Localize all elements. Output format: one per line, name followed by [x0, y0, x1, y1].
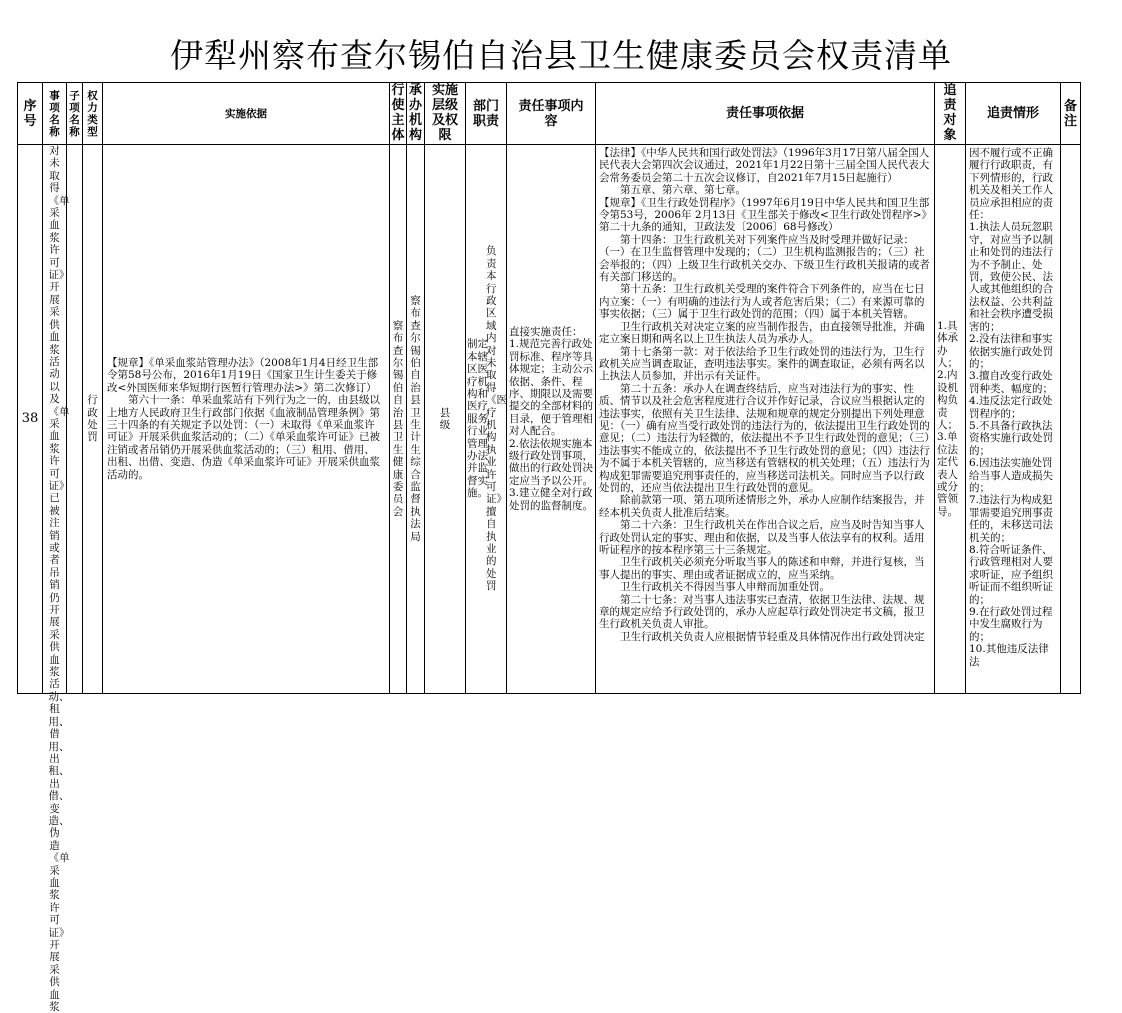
- resp-basis-paragraph: 【法律】《中华人民共和国行政处罚法》（1996年3月17日第八届全国人民代表大会第四次会议通过，2021年1月22日第十三届全国人民代表大会常务委员会第二十五次会议修订，自2021年7月15日起施行）: [599, 147, 930, 184]
- resp-basis-paragraph: 【规章】《卫生行政处罚程序》（1997年6月19日中华人民共和国卫生部令第53号，2006年 2月13日《卫生部关于修改<卫生行政处罚程序>》第二十九条的通知，卫政法发〔2006〕68号修改）: [599, 196, 930, 234]
- resp-basis-paragraph: 第二十七条：对当事人违法事实已查清，依据卫生法律、法规、规章的规定应给予行政处罚的，承办人应起草行政处罚决定书文稿，报卫生行政机关负责人审批。: [599, 593, 925, 631]
- cell-pursue-target: 1.具体承办人；2.内设机构负责人；3.单位法定代表人或分管领导。: [935, 145, 966, 694]
- header-item-name: 事项名称: [43, 83, 67, 145]
- pursue-case-line: 1.执法人员玩忽职守，对应当予以制止和处罚的违法行为不予制止、处罚，致使公民、法人或其他组织的合法权益、公共利益和社会秩序遭受损害的；: [969, 221, 1053, 333]
- responsibility-table: [17, 82, 1081, 1013]
- pursue-case-line: 8.符合听证条件、行政管理相对人要求听证，应予组织听证而不组织听证的；: [969, 544, 1053, 606]
- pursue-case-line: 9.在行政处罚过程中发生腐败行为的；: [969, 606, 1053, 643]
- header-undertaker: 承办机构: [407, 83, 425, 145]
- table-row: [18, 145, 1081, 694]
- header-resp-content: 责任事项内容: [507, 83, 596, 145]
- cell-resp-basis: [596, 145, 935, 694]
- pursue-case-line: 6.因违法实施处罚给当事人造成损失的；: [969, 457, 1053, 494]
- header-subject: 行使主体: [391, 83, 405, 143]
- basis-paragraph: 第六十一条：单采血浆站有下列行为之一的，由县级以上地方人民政府卫生行政部门依据《血液制品管理条例》第三十四条的有关规定予以处罚：（一）未取得《单采血浆许可证》开展采供血浆活动的；（二）《单采血浆许可证》已被注销或者吊销仍开展采供血浆活动的；（三）租用、借用、出租、出借、变造、伪造《单采血浆许可证》开展采供血浆活动的。: [107, 394, 380, 481]
- resp-content-line: 直接实施责任：: [509, 325, 583, 338]
- resp-basis-paragraph: 卫生行政机关对决定立案的应当制作报告，由直接领导批准，并确定立案日期和两名以上卫生执法人员为承办人。: [599, 320, 925, 346]
- resp-basis-paragraph: 除前款第一项、第五项所述情形之外，承办人应制作结案报告，并经本机关负责人批准后结案。: [599, 494, 925, 519]
- header-resp-basis: 责任事项依据: [596, 83, 935, 145]
- table-header-row: [18, 83, 1081, 145]
- pursue-case-line: 10.其他违反法律法: [969, 643, 1049, 668]
- cell-pursue-case: [966, 145, 1061, 694]
- resp-basis-paragraph: 第十七条第一款：对于依法给予卫生行政处罚的违法行为，卫生行政机关应当调查取证，查明违法事实。案件的调查取证，必须有两名以上执法人员参加，并出示有关证件。: [599, 345, 925, 383]
- cell-remark: [1061, 145, 1081, 694]
- resp-basis-text: [596, 145, 934, 691]
- resp-content-line: 1.规范完善行政处罚标准、程序等具体规定；主动公示依据、条件、程序、期限以及需要提交的全部材料的目录，便于管理相对人配合。: [509, 338, 593, 438]
- basis-paragraph: 【规章】《单采血浆站管理办法》（2008年1月4日经卫生部令第58号公布，2016年1月19日《国家卫生计生委关于修改<外国医师来华短期行医暂行管理办法>》第二次修订）: [107, 356, 379, 394]
- pursue-case-line: 3.擅自改变行政处罚种类、幅度的；: [969, 370, 1053, 395]
- resp-basis-paragraph: 第二十五条：承办人在调查终结后，应当对违法行为的事实、性质、情节以及社会危害程度进行合议并作好记录，合议应当根据认定的违法事实，依照有关卫生法律、法规和规章的规定分别提出下列处理意见：（一）确有应当受行政处罚的违法行为的，依法提出卫生行政处罚的意见；（二）违法行为轻微的，依法提出不予卫生行政处罚的意见；（三）违法事实不能成立的，依法提出不予卫生行政处罚的意见；（四）违法行为不属于本机关管辖的，应当移送有管辖权的机关处理；（五）违法行为构成犯罪需要追究刑事责任的，应当移送司法机关。同时应当予以行政处罚的，还应当依法提出卫生行政处罚的意见。: [599, 382, 930, 494]
- page-title: 伊犁州察布查尔锡伯自治县卫生健康委员会权责清单: [170, 36, 952, 75]
- header-pursue-target: 追责对象: [935, 83, 966, 145]
- cell-item-name: 对未取得《单采血浆许可证》开展采供血浆活动以及《单采血浆许可证》已被注销或者吊销仍开展采供血浆活动、租用、借用、出租、出借、变造、伪造《单采血浆许可证》开展采供血浆: [43, 145, 67, 694]
- header-pursue-case: 追责情形: [966, 83, 1061, 145]
- cell-resp-content: [507, 145, 596, 694]
- resp-basis-paragraph: 第五章、第六章、第七章。: [620, 184, 746, 197]
- cell-seq: 38: [18, 145, 43, 694]
- dept-duty-col2: 负责本行政区域内对未取得《医疗机构执业许可证》擅自执业的处罚: [486, 245, 507, 593]
- resp-basis-paragraph: 第二十六条：卫生行政机关在作出合议之后，应当及时告知当事人行政处罚认定的事实、理由和依据，以及当事人依法享有的权利。适用听证程序的按本程序第三十三条规定。: [599, 519, 925, 556]
- resp-basis-paragraph: 卫生行政机关负责人应根据情节轻重及具体情况作出行政处罚决定: [620, 630, 925, 643]
- cell-basis: [103, 145, 390, 694]
- pursue-case-line: 4.违反法定行政处罚程序的；: [969, 395, 1053, 420]
- cell-power-type: 行政处罚: [83, 145, 103, 694]
- cell-undertaker: 察布查尔锡伯自治县卫生计生综合监督执法局: [407, 145, 425, 694]
- cell-sub-item-name: [67, 145, 83, 694]
- header-seq: 序号: [18, 83, 43, 145]
- cell-dept-duty: [466, 145, 507, 694]
- header-dept-duty: 部门职责: [466, 83, 507, 145]
- pursue-case-line: 7.违法行为构成犯罪需要追究刑事责任的，未移送司法机关的；: [969, 494, 1053, 544]
- resp-basis-paragraph: 卫生行政机关必须充分听取当事人的陈述和申辩，并进行复核，当事人提出的事实、理由或者证据成立的，应当采纳。: [599, 556, 925, 581]
- header-level: 实施层级及权限: [425, 83, 466, 145]
- pursue-case-text: [966, 145, 1060, 691]
- pursue-case-line: 5.不具备行政执法资格实施行政处罚的；: [969, 419, 1053, 457]
- resp-content-line: 2.依法依规实施本级行政处罚事项，做出的行政处罚决定应当予以公开。: [509, 437, 593, 487]
- header-basis: 实施依据: [103, 83, 390, 145]
- resp-basis-paragraph: 第十四条：卫生行政机关对下列案件应当及时受理并做好记录：（一）在卫生监督管理中发现的；（二）卫生机构监测报告的；（三）社会举报的；（四）上级卫生行政机关交办、下级卫生行政机关报请的或者有关部门移送的。: [599, 233, 930, 284]
- header-sub-item-name: 子项名称: [67, 83, 83, 145]
- resp-basis-paragraph: 卫生行政机关不得因当事人申辩而加重处罚。: [620, 581, 830, 594]
- resp-content-line: 3.建立健全对行政处罚的监督制度。: [509, 487, 593, 512]
- pursue-case-line: 2.没有法律和事实依据实施行政处罚的；: [969, 333, 1053, 370]
- pursue-case-line: 因不履行或不正确履行行政职责，有下列情形的，行政机关及相关工作人员应承担相应的责任：: [969, 147, 1053, 222]
- header-power-type: 权力类型: [83, 83, 103, 145]
- dept-duty-col: 制定本辖区医疗机构和医疗服务行业管理办法并监督实施。: [467, 338, 488, 500]
- cell-level: 县级: [425, 145, 466, 694]
- resp-basis-paragraph: 第十五条：卫生行政机关受理的案件符合下列条件的，应当在七日内立案：（一）有明确的违法行为人或者危害后果；（二）有来源可靠的事实依据；（三）属于卫生行政处罚的范围；（四）属于本机关管辖。: [599, 283, 925, 321]
- cell-subject: 察布查尔锡伯自治县卫生健康委员会: [390, 145, 407, 694]
- header-remark: 备注: [1061, 83, 1081, 145]
